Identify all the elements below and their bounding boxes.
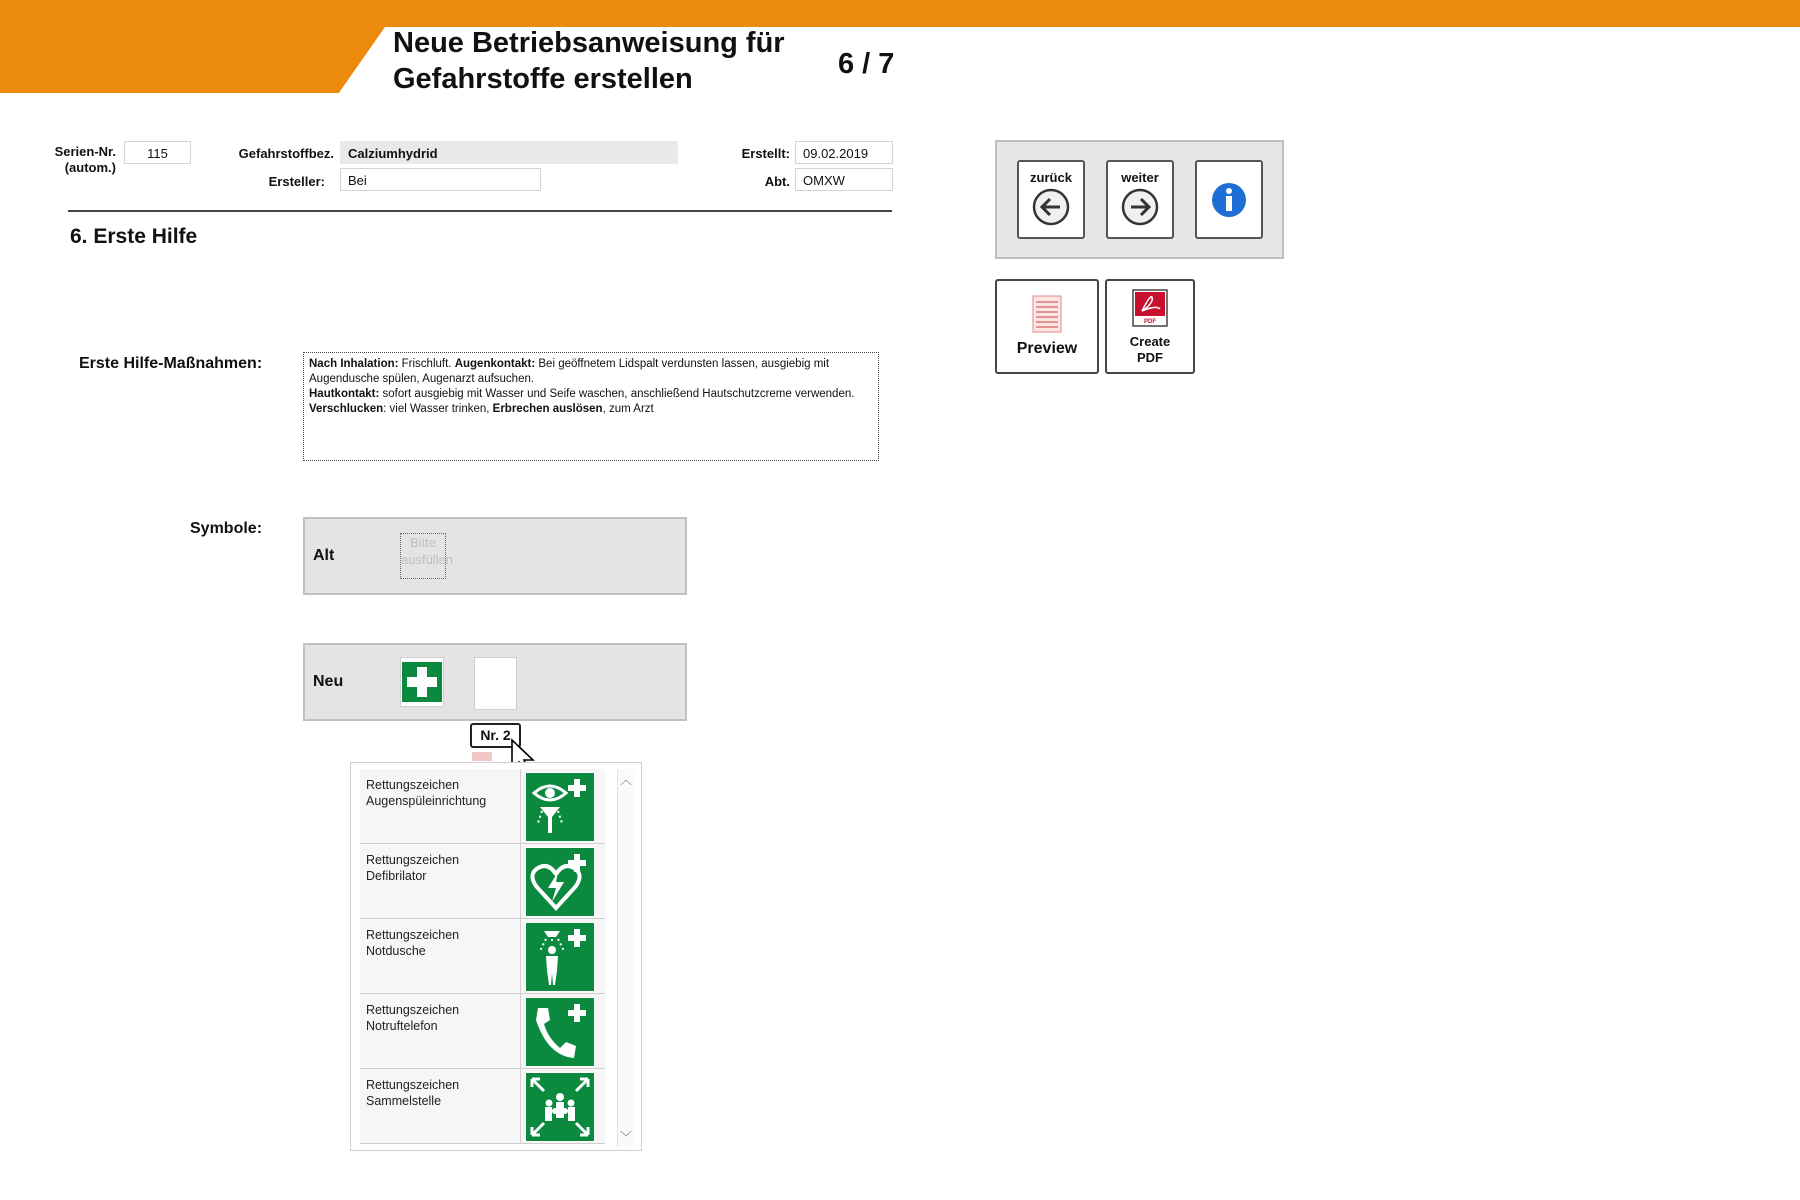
- substance-field[interactable]: Calziumhydrid: [340, 141, 678, 164]
- old-symbols-box: [303, 517, 687, 595]
- list-item-separator: [520, 769, 521, 844]
- divider: [68, 210, 892, 212]
- old-symbol-slot[interactable]: Bitte ausfüllen: [400, 533, 446, 579]
- back-button[interactable]: [1017, 160, 1085, 239]
- info-button[interactable]: [1195, 160, 1263, 239]
- list-item-label: [366, 852, 516, 884]
- section-title: 6. Erste Hilfe: [70, 225, 198, 248]
- list-item-separator: [520, 919, 521, 994]
- list-item-label: [366, 1002, 516, 1034]
- measures-vomit-label: Erbrechen auslösen: [492, 403, 603, 415]
- list-scrollbar[interactable]: [617, 769, 635, 1147]
- page-title: [393, 25, 785, 97]
- info-icon: [1209, 180, 1249, 220]
- measures-swallow-label: Verschlucken: [309, 403, 384, 415]
- list-item[interactable]: [360, 844, 605, 919]
- list-item-line-2: Notdusche: [366, 944, 426, 958]
- list-item[interactable]: [360, 769, 605, 844]
- new-symbol-slot-2[interactable]: [474, 657, 517, 710]
- back-button-label: zurück: [1030, 170, 1072, 185]
- drop-indicator: [472, 752, 492, 761]
- old-symbols-label: Alt: [313, 547, 335, 564]
- list-item-line-1: Rettungszeichen: [366, 1078, 460, 1092]
- department-field[interactable]: OMXW: [795, 168, 893, 191]
- measures-text: , zum Arzt: [602, 403, 654, 415]
- created-date-field[interactable]: 09.02.2019: [795, 141, 893, 164]
- measures-skin-label: Hautkontakt:: [309, 388, 380, 400]
- list-item-separator: [520, 1069, 521, 1144]
- department-label: Abt.: [764, 174, 790, 189]
- assembly-point-icon: [525, 1072, 595, 1142]
- new-symbols-box: [303, 643, 687, 721]
- list-item[interactable]: [360, 994, 605, 1069]
- new-symbol-slot-1[interactable]: [400, 657, 444, 707]
- page-title-line-2: Gefahrstoffe erstellen: [393, 63, 693, 95]
- list-item-line-2: Notruftelefon: [366, 1019, 438, 1033]
- create-pdf-label: [1107, 334, 1193, 366]
- arrow-left-icon: [1031, 187, 1071, 227]
- header-accent-tab: [0, 0, 385, 93]
- document-preview-icon: [1032, 295, 1062, 333]
- scroll-down-icon[interactable]: ﹀: [620, 1130, 633, 1144]
- emergency-phone-icon: [525, 997, 595, 1067]
- measures-label: Erste Hilfe-Maßnahmen:: [79, 355, 263, 372]
- create-pdf-button[interactable]: [1105, 279, 1195, 374]
- list-item-line-2: Sammelstelle: [366, 1094, 442, 1108]
- list-item-line-1: Rettungszeichen: [366, 853, 460, 867]
- list-item-line-1: Rettungszeichen: [366, 778, 460, 792]
- list-item-label: [366, 927, 516, 959]
- substance-label: Gefahrstoffbez.: [238, 146, 334, 161]
- defibrillator-icon: [525, 847, 595, 917]
- create-pdf-label-line-1: Create: [1129, 334, 1171, 349]
- scroll-up-icon[interactable]: ︿: [620, 773, 633, 787]
- page-indicator: 6 / 7: [838, 48, 895, 80]
- emergency-shower-icon: [525, 922, 595, 992]
- slot-number-tag: Nr. 2: [470, 723, 521, 748]
- next-button[interactable]: [1106, 160, 1174, 239]
- preview-button[interactable]: [995, 279, 1099, 374]
- created-label: Erstellt:: [741, 146, 790, 161]
- preview-button-label: Preview: [1016, 340, 1078, 357]
- create-pdf-label-line-2: PDF: [1137, 350, 1163, 365]
- list-item-line-1: Rettungszeichen: [366, 928, 460, 942]
- measures-text: : viel Wasser trinken,: [383, 403, 493, 415]
- list-item[interactable]: [360, 1069, 605, 1144]
- serial-label-line-1: Serien-Nr.: [54, 144, 116, 159]
- symbols-label: Symbole:: [190, 520, 263, 537]
- pdf-file-icon: [1132, 289, 1168, 327]
- author-field[interactable]: Bei: [340, 168, 541, 191]
- list-item-line-2: Augenspüleinrichtung: [366, 794, 487, 808]
- serial-label-line-2: (autom.): [64, 160, 116, 175]
- symbol-picker-list[interactable]: [350, 762, 642, 1151]
- arrow-right-icon: [1120, 187, 1160, 227]
- list-item-line-1: Rettungszeichen: [366, 1003, 460, 1017]
- measures-text: sofort ausgiebig mit Wasser und Seife waschen, anschließend Hautschutzcreme verwenden.: [379, 388, 855, 400]
- measures-eye-label: Augenkontakt:: [454, 358, 536, 370]
- measures-text: Frischluft.: [398, 358, 455, 370]
- measures-text: Bei geöffnetem Lidspalt verdunsten lassen, ausgiebig mit Augendusche spülen, Augenarzt aufsuchen.: [309, 358, 830, 385]
- next-button-label: weiter: [1121, 170, 1159, 185]
- list-item-separator: [520, 994, 521, 1069]
- author-label: Ersteller:: [268, 174, 325, 189]
- list-item-separator: [520, 844, 521, 919]
- new-symbols-label: Neu: [313, 673, 344, 690]
- navigation-panel: [995, 140, 1284, 259]
- serial-label: [44, 144, 116, 176]
- measures-inhalation-label: Nach Inhalation:: [309, 358, 399, 370]
- list-item-line-2: Defibrilator: [366, 869, 427, 883]
- list-item[interactable]: [360, 919, 605, 994]
- serial-field[interactable]: 115: [124, 141, 191, 164]
- list-item-label: [366, 1077, 516, 1109]
- first-aid-cross-icon: [402, 662, 442, 702]
- list-item-label: [366, 777, 516, 809]
- page-title-line-1: Neue Betriebsanweisung für: [393, 27, 785, 59]
- svg-text:PDF: PDF: [1144, 319, 1156, 325]
- measures-textbox[interactable]: [303, 352, 879, 461]
- eyewash-icon: [525, 772, 595, 842]
